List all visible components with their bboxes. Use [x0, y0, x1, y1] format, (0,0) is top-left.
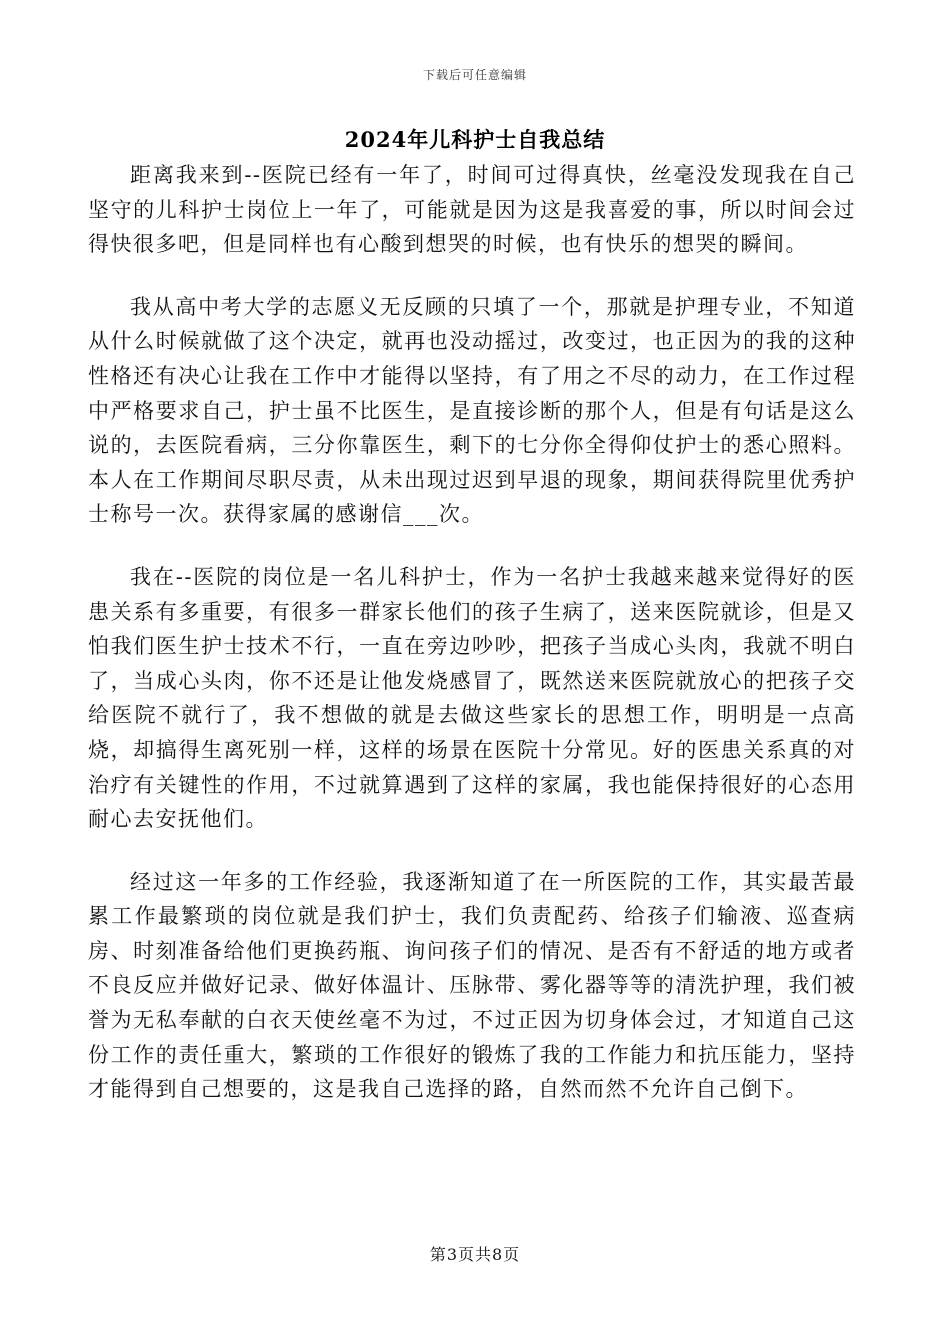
- header-note: 下载后可任意编辑: [422, 68, 527, 82]
- paragraph: 我从高中考大学的志愿义无反顾的只填了一个，那就是护理专业，不知道从什么时候就做了这个决定，就再也没动摇过，改变过，也正因为的我的这种性格还有决心让我在工作中才能得以坚持，有了用之不尽的动力，在工作过程中严格要求自己，护士虽不比医生，是直接诊断的那个人，但是有句话是这么说的，去医院看病，三分你靠医生，剩下的七分你全得仰仗护士的悉心照料。本人在工作期间尽职尽责，从未出现过迟到早退的现象，期间获得院里优秀护士称号一次。获得家属的感谢信___次。: [88, 294, 856, 527]
- document-body: [88, 158, 856, 1135]
- paragraph: 我在--医院的岗位是一名儿科护士，作为一名护士我越来越来觉得好的医患关系有多重要，有很多一群家长他们的孩子生病了，送来医院就诊，但是又怕我们医生护士技术不行，一直在旁边吵吵，把孩子当成心头肉，我就不明白了，当成心头肉，你不还是让他发烧感冒了，既然送来医院就放心的把孩子交给医院不就行了，我不想做的就是去做这些家长的思想工作，明明是一点高烧，却搞得生离死别一样，这样的场景在医院十分常见。好的医患关系真的对治疗有关键性的作用，不过就算遇到了这样的家属，我也能保持很好的心态用耐心去安抚他们。: [88, 564, 856, 832]
- document-title: 2024年儿科护士自我总结: [344, 127, 606, 152]
- paragraph: 距离我来到--医院已经有一年了，时间可过得真快，丝毫没发现我在自己坚守的儿科护士岗位上一年了，可能就是因为这是我喜爱的事，所以时间会过得快很多吧，但是同样也有心酸到想哭的时候，也有快乐的想哭的瞬间。: [88, 163, 856, 257]
- page-indicator: 第3页共8页: [429, 1245, 521, 1264]
- paragraph: 经过这一年多的工作经验，我逐渐知道了在一所医院的工作，其实最苦最累工作最繁琐的岗位就是我们护士，我们负责配药、给孩子们输液、巡查病房、时刻准备给他们更换药瓶、询问孩子们的情况、是否有不舒适的地方或者不良反应并做好记录、做好体温计、压脉带、雾化器等等的清洗护理，我们被誉为无私奉献的白衣天使丝毫不为过，不过正因为切身体会过，才知道自己这份工作的责任重大，繁琐的工作很好的锻炼了我的工作能力和抗压能力，坚持才能得到自己想要的，这是我自己选择的路，自然而然不允许自己倒下。: [88, 869, 856, 1102]
